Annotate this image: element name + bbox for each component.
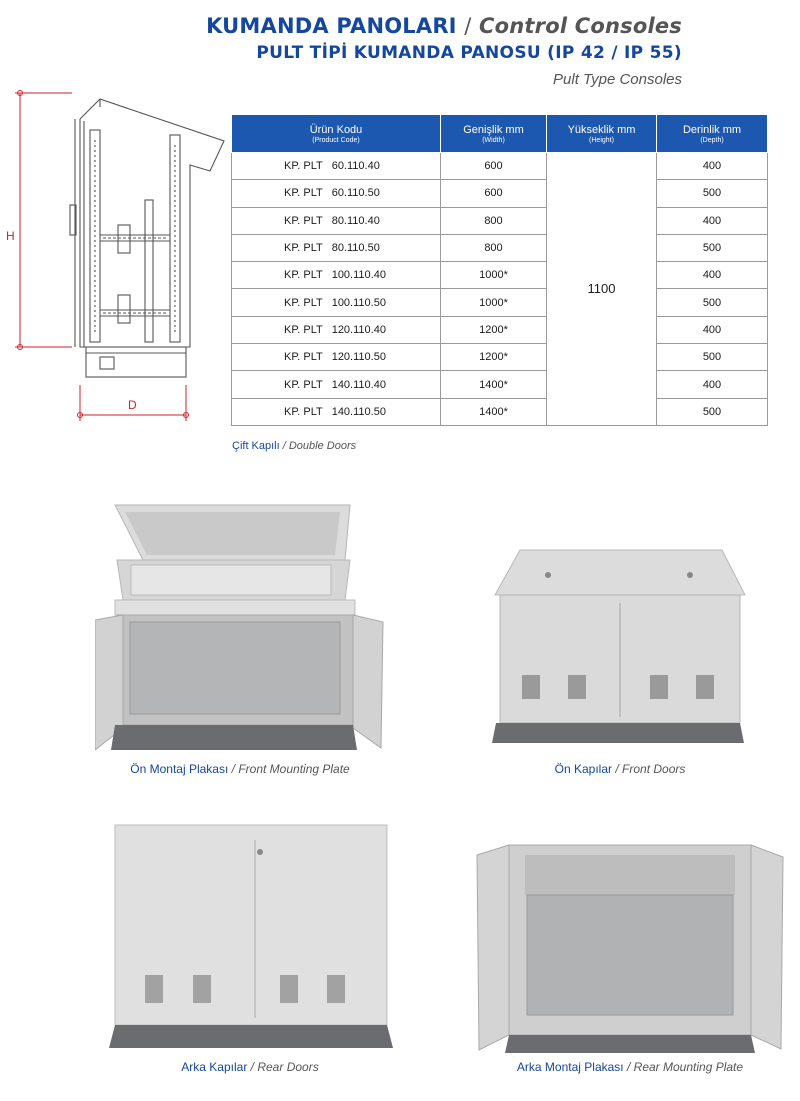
cell-code: KP. PLT 140.110.50 xyxy=(232,398,441,425)
rear-doors-caption: Arka Kapılar / Rear Doors xyxy=(181,1060,319,1074)
cell-width: 1400* xyxy=(441,371,547,398)
table-row xyxy=(232,398,768,425)
cell-depth: 400 xyxy=(657,371,768,398)
cell-code: KP. PLT 100.110.40 xyxy=(232,262,441,289)
table-row xyxy=(232,344,768,371)
table-row xyxy=(232,234,768,261)
cell-depth: 500 xyxy=(657,180,768,207)
cell-width: 1000* xyxy=(441,289,547,316)
cell-height: 1100 xyxy=(547,153,657,426)
spec-table xyxy=(231,114,768,426)
console-outline xyxy=(70,99,224,377)
height-dimension xyxy=(15,91,72,350)
cell-code: KP. PLT 120.110.40 xyxy=(232,316,441,343)
col-width: Genişlik mm (Width) xyxy=(441,115,547,153)
table-row xyxy=(232,180,768,207)
cell-depth: 400 xyxy=(657,316,768,343)
cell-width: 800 xyxy=(441,207,547,234)
cell-code: KP. PLT 60.110.50 xyxy=(232,180,441,207)
title-separator: / xyxy=(464,14,472,38)
table-row xyxy=(232,153,768,180)
table-row xyxy=(232,371,768,398)
cell-width: 800 xyxy=(441,234,547,261)
front-doors-photo xyxy=(490,545,750,745)
rear-mounting-plate-caption: Arka Montaj Plakası / Rear Mounting Plate xyxy=(516,1060,744,1074)
cell-code: KP. PLT 140.110.40 xyxy=(232,371,441,398)
cell-depth: 500 xyxy=(657,398,768,425)
height-label: H xyxy=(6,229,15,243)
cell-code: KP. PLT 100.110.50 xyxy=(232,289,441,316)
cell-width: 1400* xyxy=(441,398,547,425)
front-mounting-plate-photo xyxy=(95,500,385,755)
col-product-code: Ürün Kodu (Product Code) xyxy=(232,115,441,153)
table-header-row xyxy=(232,115,768,153)
cell-width: 1200* xyxy=(441,316,547,343)
col-height: Yükseklik mm (Height) xyxy=(547,115,657,153)
cell-depth: 400 xyxy=(657,262,768,289)
cell-depth: 500 xyxy=(657,344,768,371)
title-en: Control Consoles xyxy=(479,14,682,38)
depth-label: D xyxy=(128,398,137,412)
front-mounting-plate-caption: Ön Montaj Plakası / Front Mounting Plate xyxy=(130,762,350,776)
cell-code: KP. PLT 60.110.40 xyxy=(232,153,441,180)
col-depth: Derinlik mm (Depth) xyxy=(657,115,768,153)
page-title xyxy=(206,14,682,38)
cell-width: 1200* xyxy=(441,344,547,371)
cell-width: 600 xyxy=(441,153,547,180)
table-row xyxy=(232,207,768,234)
rear-doors-photo xyxy=(105,820,395,1052)
table-row xyxy=(232,316,768,343)
page-subtitle: PULT TİPİ KUMANDA PANOSU (IP 42 / IP 55) xyxy=(256,43,682,63)
cell-width: 1000* xyxy=(441,262,547,289)
cell-code: KP. PLT 120.110.50 xyxy=(232,344,441,371)
rear-mounting-plate-photo xyxy=(475,835,785,1057)
cell-depth: 400 xyxy=(657,153,768,180)
cell-width: 600 xyxy=(441,180,547,207)
cell-depth: 500 xyxy=(657,234,768,261)
double-doors-note: Çift Kapılı / Double Doors xyxy=(232,440,357,452)
cell-code: KP. PLT 80.110.40 xyxy=(232,207,441,234)
cell-depth: 400 xyxy=(657,207,768,234)
table-row xyxy=(232,289,768,316)
table-row xyxy=(232,262,768,289)
page-subtitle-en: Pult Type Consoles xyxy=(553,71,682,88)
cell-depth: 500 xyxy=(657,289,768,316)
cell-code: KP. PLT 80.110.50 xyxy=(232,234,441,261)
technical-drawing xyxy=(0,85,230,425)
title-tr: KUMANDA PANOLARI xyxy=(206,14,457,38)
front-doors-caption: Ön Kapılar / Front Doors xyxy=(554,762,686,776)
